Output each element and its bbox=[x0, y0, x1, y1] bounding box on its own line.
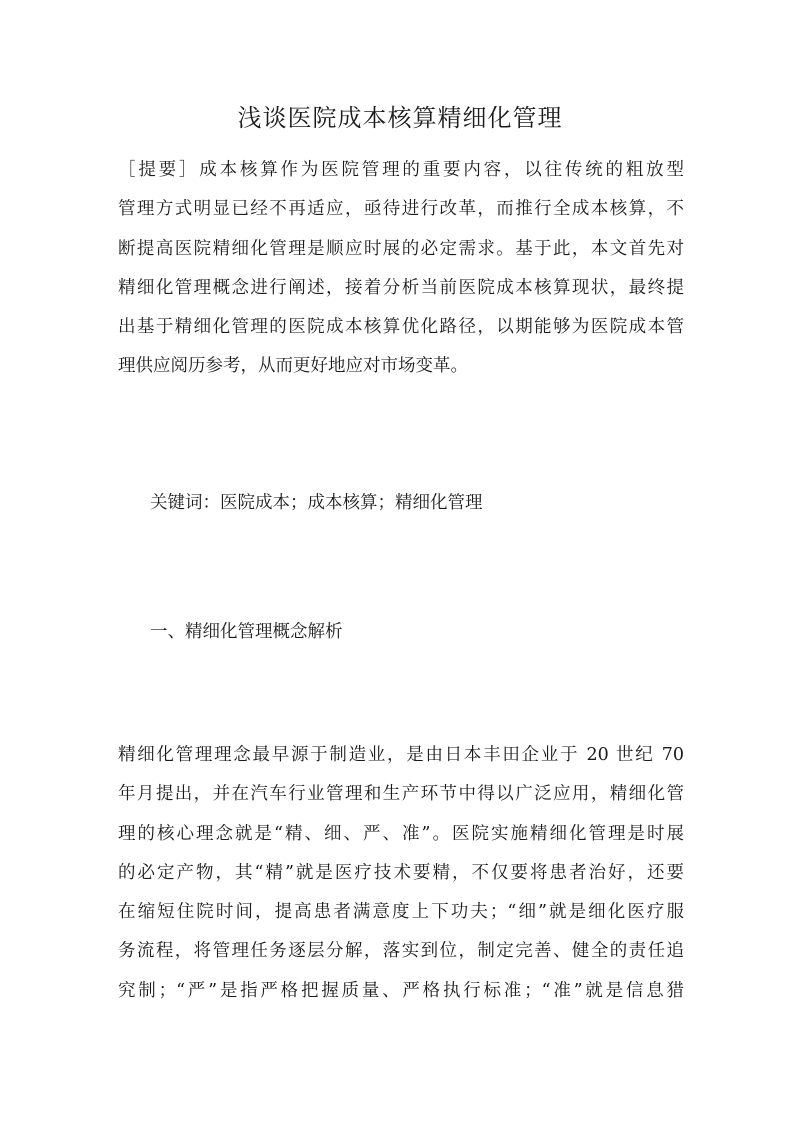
body-line: 在缩短住院时间，提高患者满意度上下功夫；“细”就是细化医疗服 bbox=[118, 902, 684, 923]
body-line: 究制；“严”是指严格把握质量、严格执行标准；“准”就是信息猎 bbox=[118, 980, 684, 1001]
body-line: 的必定产物，其“精”就是医疗技术要精，不仅要将患者治好，还要 bbox=[118, 862, 684, 883]
body-line: 年月提出，并在汽车行业管理和生产环节中得以广泛应用，精细化管 bbox=[118, 784, 684, 805]
body-line: 理的核心理念就是“精、细、严、准”。医院实施精细化管理是时展 bbox=[118, 823, 684, 844]
keywords-line: 关键词：医院成本；成本核算；精细化管理 bbox=[150, 493, 483, 513]
abstract-paragraph bbox=[118, 151, 684, 387]
abstract-line: 理供应阅历参考，从而更好地应对市场变革。 bbox=[118, 356, 468, 377]
section-heading: 一、精细化管理概念解析 bbox=[150, 622, 343, 642]
abstract-line: 精细化管理概念进行阐述，接着分析当前医院成本核算现状，最终提 bbox=[118, 277, 684, 298]
abstract-line: 出基于精细化管理的医院成本核算优化路径，以期能够为医院成本管 bbox=[118, 317, 684, 338]
abstract-line: 断提高医院精细化管理是顺应时展的必定需求。基于此，本文首先对 bbox=[118, 238, 684, 259]
abstract-line: 管理方式明显已经不再适应，亟待进行改革，而推行全成本核算，不 bbox=[118, 199, 684, 220]
abstract-line: ［提要］成本核算作为医院管理的重要内容，以往传统的粗放型 bbox=[118, 160, 684, 180]
body-paragraph bbox=[118, 736, 684, 1011]
body-line: 务流程，将管理任务逐层分解，落实到位，制定完善、健全的责任追 bbox=[118, 941, 684, 962]
body-line: 精细化管理理念最早源于制造业，是由日本丰田企业于 20 世纪 70 bbox=[118, 745, 684, 765]
document-title: 浅谈医院成本核算精细化管理 bbox=[237, 104, 563, 132]
